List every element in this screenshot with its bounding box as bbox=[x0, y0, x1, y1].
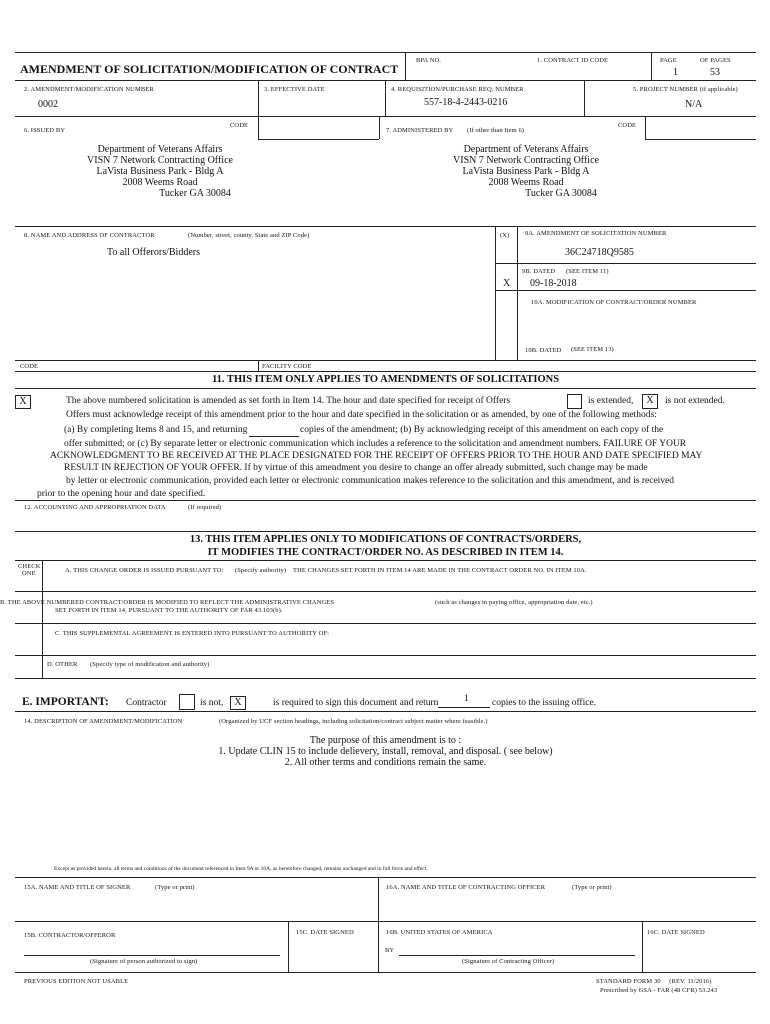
divider bbox=[642, 921, 643, 972]
divider bbox=[15, 711, 756, 712]
accounting-label: 12. ACCOUNTING AND APPROPRIATION DATA bbox=[24, 504, 166, 511]
important-required: is required to sign this document and return bbox=[273, 698, 439, 708]
project-number-value: N/A bbox=[685, 99, 703, 110]
officer-signature-note: (Signature of Contracting Officer) bbox=[462, 958, 555, 965]
address-line: 2008 Weems Road bbox=[122, 177, 198, 188]
item11-line2: Offers must acknowledge receipt of this amendment prior to the hour and date specified in the solicitation or as amended, by one of the following methods: bbox=[66, 410, 657, 420]
address-line: Tucker GA 30084 bbox=[159, 188, 231, 199]
requisition-label: 4. REQUISITION/PURCHASE REQ. NUMBER bbox=[391, 86, 524, 93]
contract-id-label: 1. CONTRACT ID CODE bbox=[537, 57, 609, 64]
item13-heading-1: 13. THIS ITEM APPLIES ONLY TO MODIFICATIONS OF CONTRACTS/ORDERS, bbox=[189, 534, 582, 545]
purpose-item-2: 2. All other terms and conditions remain the same. bbox=[284, 757, 487, 768]
copies-blank bbox=[249, 436, 299, 437]
item13a-text: A. THIS CHANGE ORDER IS ISSUED PURSUANT TO: bbox=[65, 567, 224, 574]
item13b-text2: SET FORTH IN ITEM 14, PURSUANT TO THE AUTHORITY OF FAR 43.103(b). bbox=[55, 607, 283, 614]
contractor-label: 8. NAME AND ADDRESS OF CONTRACTOR bbox=[24, 232, 155, 239]
facility-code-label: FACILITY CODE bbox=[262, 363, 312, 370]
divider bbox=[15, 226, 756, 227]
item13b-text: B. THE ABOVE NUMBERED CONTRACT/ORDER IS MODIFIED TO REFLECT THE ADMINISTRATIVE CHANGES bbox=[0, 599, 335, 606]
page-number: 1 bbox=[673, 67, 678, 78]
address-line: LaVista Business Park - Bldg A bbox=[96, 166, 224, 177]
address-line: 2008 Weems Road bbox=[488, 177, 564, 188]
divider bbox=[495, 226, 496, 360]
item13c-text: C. THIS SUPPLEMENTAL AGREEMENT IS ENTERED INTO PURSUANT TO AUTHORITY OF: bbox=[55, 630, 329, 637]
page-count: 53 bbox=[710, 67, 720, 78]
divider bbox=[258, 139, 379, 140]
extended-label: is extended, bbox=[588, 396, 634, 406]
dated-label: 9B. DATED bbox=[522, 268, 556, 275]
project-number-label: 5. PROJECT NUMBER (if applicable) bbox=[633, 86, 738, 93]
officer-name-note: (Type or print) bbox=[572, 884, 612, 891]
item11-line5: ACKNOWLEDGMENT TO BE RECEIVED AT THE PLACE DESIGNATED FOR THE RECEIPT OF OFFERS PRIOR TO THE HOUR AND DATE SPECIFIED MAY bbox=[50, 451, 703, 461]
address-line: Department of Veterans Affairs bbox=[97, 144, 223, 155]
divider bbox=[15, 388, 756, 389]
contractor-offeror-label: 15B. CONTRACTOR/OFFEROR bbox=[24, 932, 116, 939]
form-top-border bbox=[15, 52, 756, 53]
divider bbox=[379, 116, 380, 139]
divider bbox=[15, 560, 756, 561]
divider bbox=[15, 591, 756, 592]
divider bbox=[378, 877, 379, 972]
item13a-rest: THE CHANGES SET FORTH IN ITEM 14 ARE MADE IN THE CONTRACT ORDER NO. IN ITEM 10A. bbox=[293, 567, 587, 574]
officer-signature-line[interactable] bbox=[399, 955, 635, 956]
address-line: LaVista Business Park - Bldg A bbox=[462, 166, 590, 177]
amendment-number-value: 0002 bbox=[38, 99, 58, 110]
important-label: E. IMPORTANT: bbox=[22, 696, 109, 708]
divider bbox=[15, 500, 756, 501]
amendment-number-label: 2. AMENDMENT/MODIFICATION NUMBER bbox=[24, 86, 154, 93]
divider bbox=[15, 877, 756, 878]
divider bbox=[651, 52, 652, 80]
page-label: PAGE bbox=[660, 57, 677, 64]
divider bbox=[42, 560, 43, 678]
extended-checkbox[interactable] bbox=[567, 394, 582, 409]
effective-date-label: 3. EFFECTIVE DATE bbox=[264, 86, 325, 93]
usa-label: 16B. UNITED STATES OF AMERICA bbox=[386, 929, 493, 936]
divider bbox=[405, 52, 406, 80]
contractor-signature-line[interactable] bbox=[24, 955, 280, 956]
form-title: AMENDMENT OF SOLICITATION/MODIFICATION OF CONTRACT bbox=[20, 62, 399, 76]
mod-dated-note: (SEE ITEM 13) bbox=[571, 346, 614, 353]
divider bbox=[517, 226, 518, 360]
accounting-note: (If required) bbox=[188, 504, 222, 511]
divider bbox=[645, 139, 756, 140]
item11-line7: by letter or electronic communication, provided each letter or electronic communication makes reference to the solicitation and this amendment, and is received bbox=[66, 476, 675, 486]
divider bbox=[495, 263, 756, 264]
item11-line4: offer submitted; or (c) By separate letter or electronic communication which includes a reference to the solicitation and amendment numbers. FAILURE OF YOUR bbox=[64, 439, 687, 449]
admin-code-label: CODE bbox=[618, 122, 637, 129]
contractor-signature-note: (Signature of person authorized to sign) bbox=[90, 958, 198, 965]
x-column-label: (X) bbox=[500, 232, 510, 239]
address-line: Tucker GA 30084 bbox=[525, 188, 597, 199]
divider bbox=[385, 80, 386, 116]
item11-line6: RESULT IN REJECTION OF YOUR OFFER. If by virtue of this amendment you desire to change an offer already submitted, such change may be made bbox=[64, 463, 648, 473]
item13b-note: (such as changes in paying office, appropriation date, etc.) bbox=[435, 599, 593, 606]
dated-checkmark: X bbox=[503, 278, 511, 289]
divider bbox=[15, 531, 756, 532]
important-copies-rest: copies to the issuing office. bbox=[492, 698, 597, 708]
description-note: (Organized by UCF section headings, including solicitation/contract subject matter where feasible.) bbox=[219, 718, 488, 725]
item13-heading-2: IT MODIFIES THE CONTRACT/ORDER NO. AS DESCRIBED IN ITEM 14. bbox=[207, 547, 564, 558]
divider bbox=[258, 360, 259, 371]
administered-by-address bbox=[426, 144, 626, 199]
contractor-date-label: 15C. DATE SIGNED bbox=[296, 929, 354, 936]
divider bbox=[15, 371, 756, 372]
amend-sol-label: 9A. AMENDMENT OF SOLICITATION NUMBER bbox=[525, 230, 667, 237]
divider bbox=[15, 623, 756, 624]
divider bbox=[584, 80, 585, 116]
issued-by-label: 6. ISSUED BY bbox=[24, 127, 66, 134]
dated-value: 09-18-2018 bbox=[530, 278, 577, 289]
item11-line1: The above numbered solicitation is amended as set forth in Item 14. The hour and date specified for receipt of Offers bbox=[66, 396, 511, 406]
dated-note: (SEE ITEM 11) bbox=[566, 268, 609, 275]
copies-count: 1 bbox=[464, 694, 469, 704]
important-contractor: Contractor bbox=[126, 698, 167, 708]
divider bbox=[15, 921, 756, 922]
divider bbox=[15, 678, 756, 679]
divider bbox=[495, 290, 756, 291]
officer-date-label: 16C. DATE SIGNED bbox=[647, 929, 705, 936]
divider bbox=[258, 80, 259, 116]
administered-by-note: (If other than Item 6) bbox=[467, 127, 525, 134]
contractor-value: To all Offerors/Bidders bbox=[107, 247, 200, 258]
contractor-note: (Number, street, county, State and ZIP Code) bbox=[188, 232, 310, 239]
officer-name-label: 16A. NAME AND TITLE OF CONTRACTING OFFICER bbox=[386, 884, 546, 891]
requisition-value: 557-18-4-2443-0216 bbox=[424, 97, 508, 108]
item13d-text: D. OTHER bbox=[47, 661, 78, 668]
item13d-note: (Specify type of modification and authority) bbox=[90, 661, 210, 668]
check-one-label-1: CHECK bbox=[18, 563, 41, 570]
divider bbox=[15, 655, 756, 656]
administered-by-label: 7. ADMINISTERED BY bbox=[386, 127, 454, 134]
divider bbox=[288, 921, 289, 972]
issued-by-address bbox=[60, 144, 260, 199]
contractor-code-label: CODE bbox=[20, 363, 39, 370]
copies-underline bbox=[438, 707, 490, 708]
item13a-note: (Specify authority) bbox=[235, 567, 287, 574]
address-line: Department of Veterans Affairs bbox=[463, 144, 589, 155]
of-pages-label: OF PAGES bbox=[700, 57, 731, 64]
address-line: VISN 7 Network Contracting Office bbox=[87, 155, 233, 166]
except-text: Except as provided herein, all terms and conditions of the document referenced in Item 9A or 10A, as heretofore changed, remains unchanged and in full force and effect. bbox=[54, 866, 428, 872]
signer-name-label: 15A. NAME AND TITLE OF SIGNER bbox=[24, 884, 131, 891]
footer-prescribed: Prescribed by GSA - FAR (48 CFR) 53.243 bbox=[600, 987, 718, 994]
footer-previous-edition: PREVIOUS EDITION NOT USABLE bbox=[24, 978, 129, 985]
footer-standard-form: STANDARD FORM 30 (REV. 11/2016) bbox=[596, 978, 712, 985]
divider bbox=[645, 116, 646, 139]
item11-line8: prior to the opening hour and date specified. bbox=[37, 489, 206, 499]
divider bbox=[15, 972, 756, 973]
item11-line3b: copies of the amendment; (b) By acknowledging receipt of this amendment on each copy of the bbox=[300, 425, 664, 435]
is-not-checkbox[interactable] bbox=[179, 694, 195, 710]
purpose-item-1: 1. Update CLIN 15 to include delievery, install, removal, and disposal. ( see below) bbox=[218, 746, 553, 757]
bpa-label: BPA NO. bbox=[416, 57, 442, 64]
modification-number-label: 10A. MODIFICATION OF CONTRACT/ORDER NUMBER bbox=[531, 299, 697, 306]
check-one-label-2: ONE bbox=[22, 570, 36, 577]
mod-dated-label: 10B. DATED bbox=[525, 347, 562, 354]
not-extended-label: is not extended. bbox=[665, 396, 725, 406]
by-label: BY bbox=[385, 947, 395, 954]
item11-checkbox[interactable]: X bbox=[15, 395, 31, 409]
divider bbox=[258, 116, 259, 139]
signer-name-note: (Type or print) bbox=[155, 884, 195, 891]
description-label: 14. DESCRIPTION OF AMENDMENT/MODIFICATION bbox=[24, 718, 183, 725]
address-line: VISN 7 Network Contracting Office bbox=[453, 155, 599, 166]
item11-line3: (a) By completing Items 8 and 15, and returning bbox=[64, 425, 248, 435]
purpose-line: The purpose of this amendment is to : bbox=[309, 735, 462, 746]
issued-code-label: CODE bbox=[230, 122, 249, 129]
is-not-label: is not, bbox=[200, 698, 224, 708]
amend-sol-value: 36C24718Q9585 bbox=[565, 247, 634, 258]
divider bbox=[15, 360, 756, 361]
item11-heading: 11. THIS ITEM ONLY APPLIES TO AMENDMENTS OF SOLICITATIONS bbox=[211, 374, 560, 385]
is-required-checkbox[interactable]: X bbox=[230, 696, 246, 710]
not-extended-checkbox[interactable]: X bbox=[642, 394, 658, 409]
